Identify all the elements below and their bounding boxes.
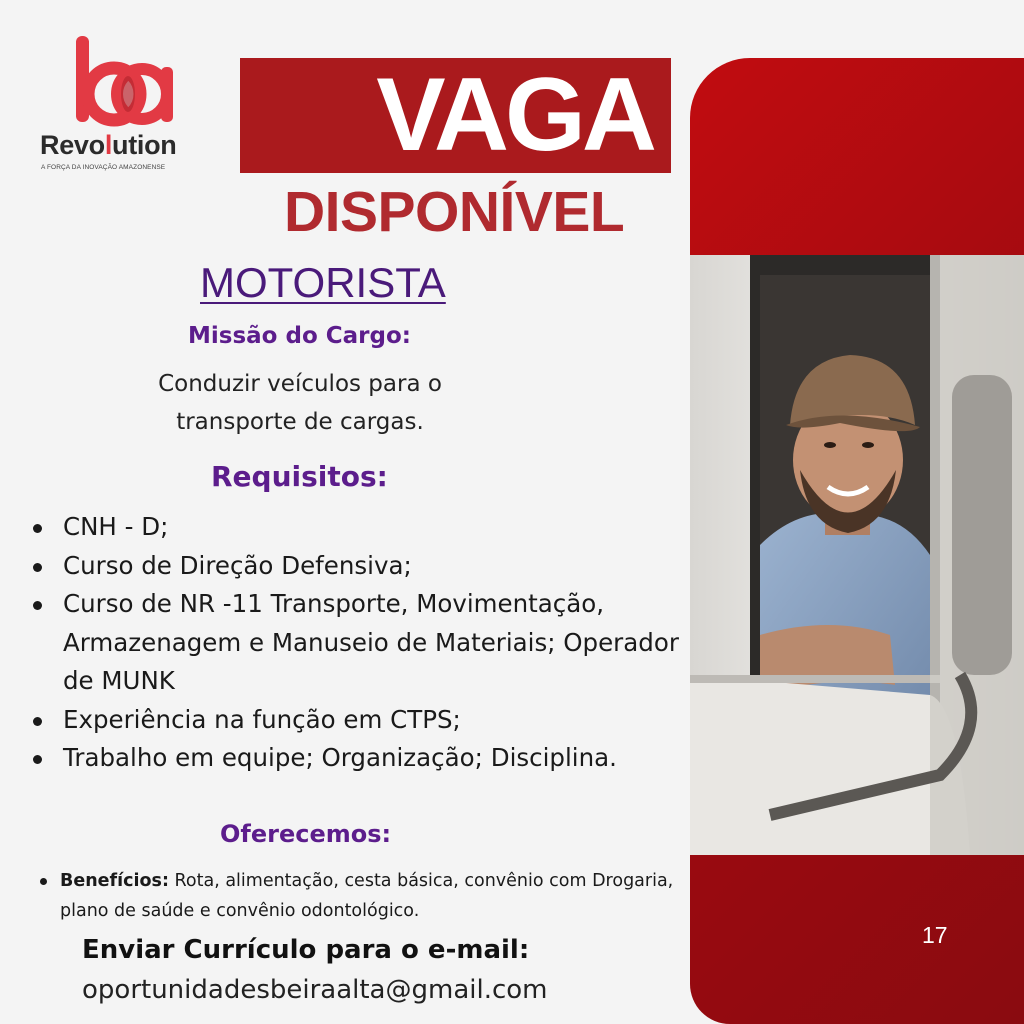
truck-driver-photo (690, 255, 1024, 855)
benefits-text: Rota, alimentação, cesta básica, convênio com Drogaria, plano de saúde e convênio odontológico. (60, 871, 674, 921)
logo-wordmark: Revolution (40, 130, 177, 160)
list-item: Curso de NR -11 Transporte, Movimentação, Armazenagem e Manuseio de Materiais; Operador de MUNK (30, 585, 690, 701)
mission-line: transporte de cargas. (176, 409, 424, 435)
mission-line: Conduzir veículos para o (158, 371, 442, 397)
list-item: Curso de Direção Defensiva; (30, 547, 690, 586)
company-logo (40, 30, 220, 180)
list-item: Experiência na função em CTPS; (30, 701, 690, 740)
job-title: MOTORISTA (200, 259, 446, 306)
mission-heading: Missão do Cargo: (188, 323, 411, 349)
list-item: Trabalho em equipe; Organização; Disciplina. (30, 739, 690, 778)
vaga-banner (240, 58, 671, 173)
mission-description (120, 365, 480, 441)
right-panel (690, 58, 1024, 1024)
page-number: 17 (922, 922, 948, 948)
list-item: CNH - D; (30, 508, 690, 547)
ba-logo-mark-icon (74, 34, 174, 130)
contact-email[interactable]: oportunidadesbeiraalta@gmail.com (82, 975, 548, 1005)
logo-tagline: A FORÇA DA INOVAÇÃO AMAZONENSE (41, 164, 166, 171)
send-resume-heading: Enviar Currículo para o e-mail: (82, 935, 530, 965)
requirements-list (30, 508, 690, 778)
offer-heading: Oferecemos: (220, 820, 392, 848)
benefits-item (38, 866, 678, 926)
benefits-label: Benefícios: (60, 871, 169, 891)
requirements-heading: Requisitos: (211, 460, 388, 493)
disponivel-heading: DISPONÍVEL (284, 180, 625, 244)
vaga-heading: VAGA (376, 57, 653, 173)
